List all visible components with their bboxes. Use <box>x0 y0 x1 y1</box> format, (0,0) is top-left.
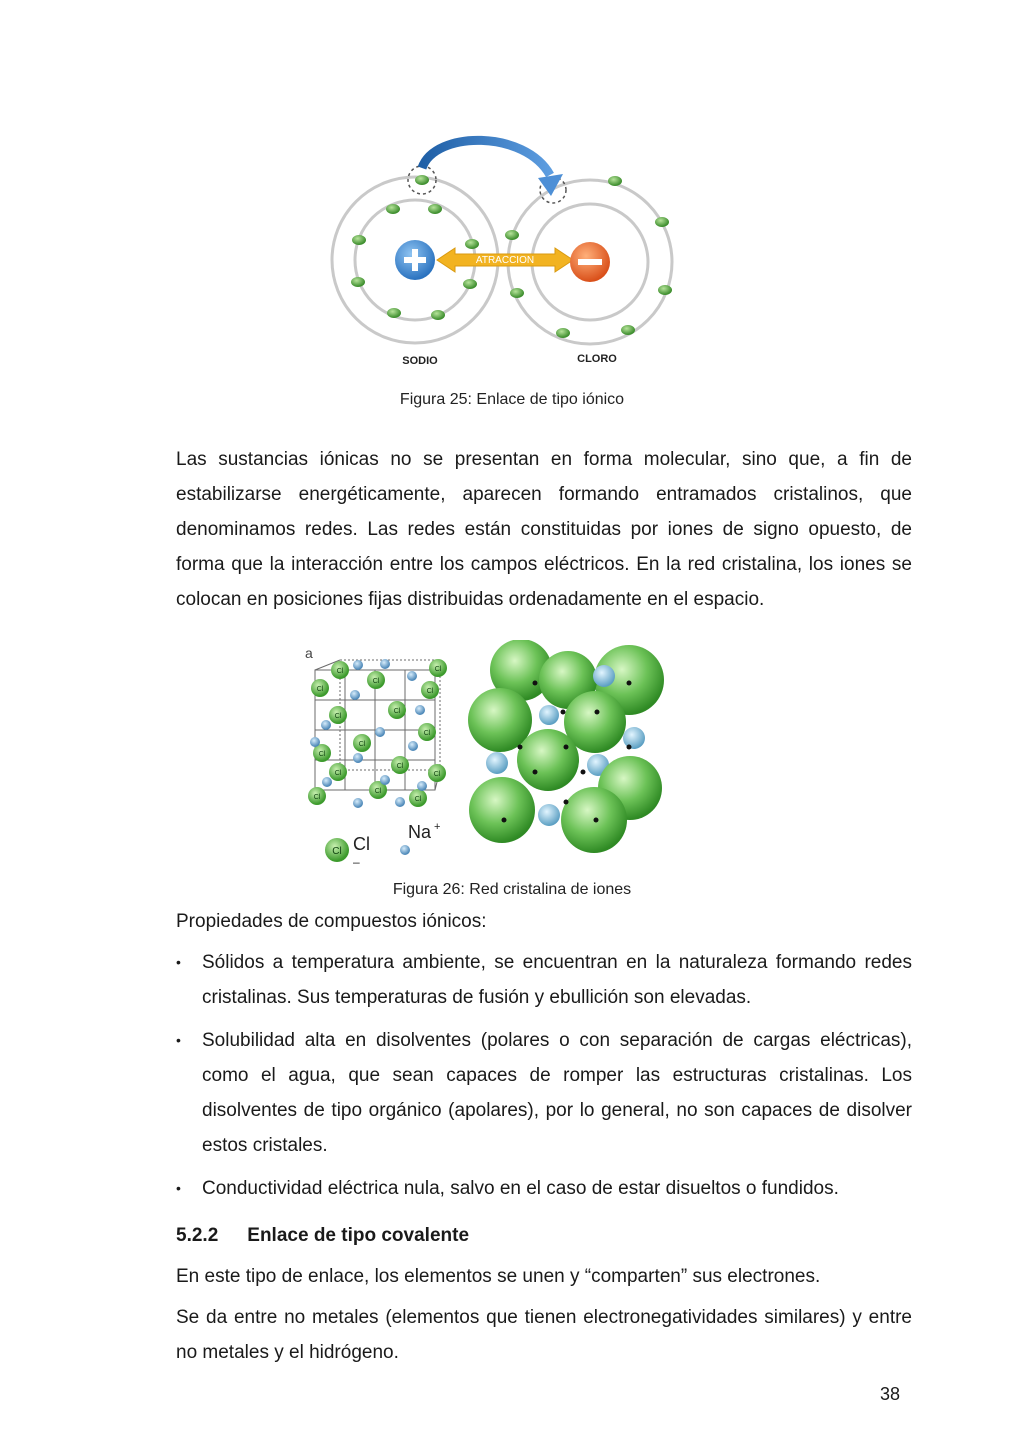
svg-text:Cl: Cl <box>433 771 441 778</box>
attraction-label: ATRACCION <box>475 255 535 266</box>
page-number: 38 <box>880 1384 901 1404</box>
section-heading <box>176 1225 469 1247</box>
attraction-arrow <box>437 248 573 272</box>
svg-text:Cl: Cl <box>318 751 326 758</box>
legend-na-text: Na <box>408 822 432 842</box>
transfer-arrow <box>422 140 550 175</box>
sodium-label: SODIO <box>402 355 438 367</box>
list-item: • Solubilidad alta en disolventes (polares o con separación de cargas eléctricas), como el agua, que sean capaces de romper las estructuras cristalinas. Los disolventes de tipo orgánico (apolares), por lo general, no son capaces de disolver estos cristales. <box>176 1023 912 1163</box>
properties-list <box>176 945 912 1214</box>
bullet-icon: • <box>176 1032 181 1048</box>
bullet-icon: • <box>176 1180 181 1196</box>
svg-text:Cl: Cl <box>423 730 431 737</box>
figure-26-caption: Figura 26: Red cristalina de iones <box>392 881 632 898</box>
legend-cl-text: Cl <box>353 834 370 854</box>
svg-text:Cl: Cl <box>372 678 380 685</box>
crystal-lattice-figure <box>300 640 670 870</box>
space-filling-model <box>460 640 665 860</box>
paragraph-covalent-intro: En este tipo de enlace, los elementos se unen y “comparten” sus electrones. <box>176 1266 821 1287</box>
legend-sodium <box>400 821 440 855</box>
svg-text:Cl: Cl <box>334 713 342 720</box>
paragraph-ionic-substances: Las sustancias iónicas no se presentan en forma molecular, sino que, a fin de estabilizarse energéticamente, aparecen formando entramados cristalinos, que denominamos redes. Las redes están constituidas por iones de signo opuesto, de forma que la interacción entre los campos eléctricos. En la red cristalina, los iones se colocan en posiciones fijas distribuidas ordenadamente en el espacio. <box>176 449 912 610</box>
svg-text:Cl: Cl <box>332 846 342 857</box>
chlorine-negative-ion <box>570 242 610 282</box>
bullet-icon: • <box>176 954 181 970</box>
section-title: Enlace de tipo covalente <box>247 1225 470 1246</box>
svg-text:Cl: Cl <box>396 763 404 770</box>
legend-cl-sign: – <box>353 855 360 869</box>
section-number: 5.2.2 <box>176 1225 219 1246</box>
chlorine-label: CLORO <box>577 353 617 365</box>
list-item: • Sólidos a temperatura ambiente, se encuentran en la naturaleza formando redes cristalinas. Sus temperaturas de fusión y ebullición son elevadas. <box>176 945 912 1015</box>
legend-na-sign: + <box>434 821 441 833</box>
svg-text:Cl: Cl <box>414 796 422 803</box>
panel-a-label: a <box>305 645 313 661</box>
legend-chloride <box>325 834 370 869</box>
svg-text:Cl: Cl <box>316 686 324 693</box>
svg-text:Cl: Cl <box>313 794 321 801</box>
svg-text:Cl: Cl <box>434 666 442 673</box>
figure-25-caption: Figura 25: Enlace de tipo iónico <box>399 391 625 408</box>
paragraph-covalent-scope: Se da entre no metales (elementos que tienen electronegatividades similares) y entre no metales y el hidrógeno. <box>176 1307 912 1363</box>
svg-text:Cl: Cl <box>393 708 401 715</box>
list-item: • Conductividad eléctrica nula, salvo en el caso de estar disueltos o fundidos. <box>176 1171 912 1206</box>
svg-text:Cl: Cl <box>334 770 342 777</box>
svg-text:Cl: Cl <box>374 788 382 795</box>
ionic-bond-diagram <box>325 130 685 375</box>
properties-title: Propiedades de compuestos iónicos: <box>176 911 487 932</box>
svg-text:Cl: Cl <box>336 668 344 675</box>
svg-text:Cl: Cl <box>426 688 434 695</box>
svg-text:Cl: Cl <box>358 741 366 748</box>
sodium-positive-ion <box>395 240 435 280</box>
